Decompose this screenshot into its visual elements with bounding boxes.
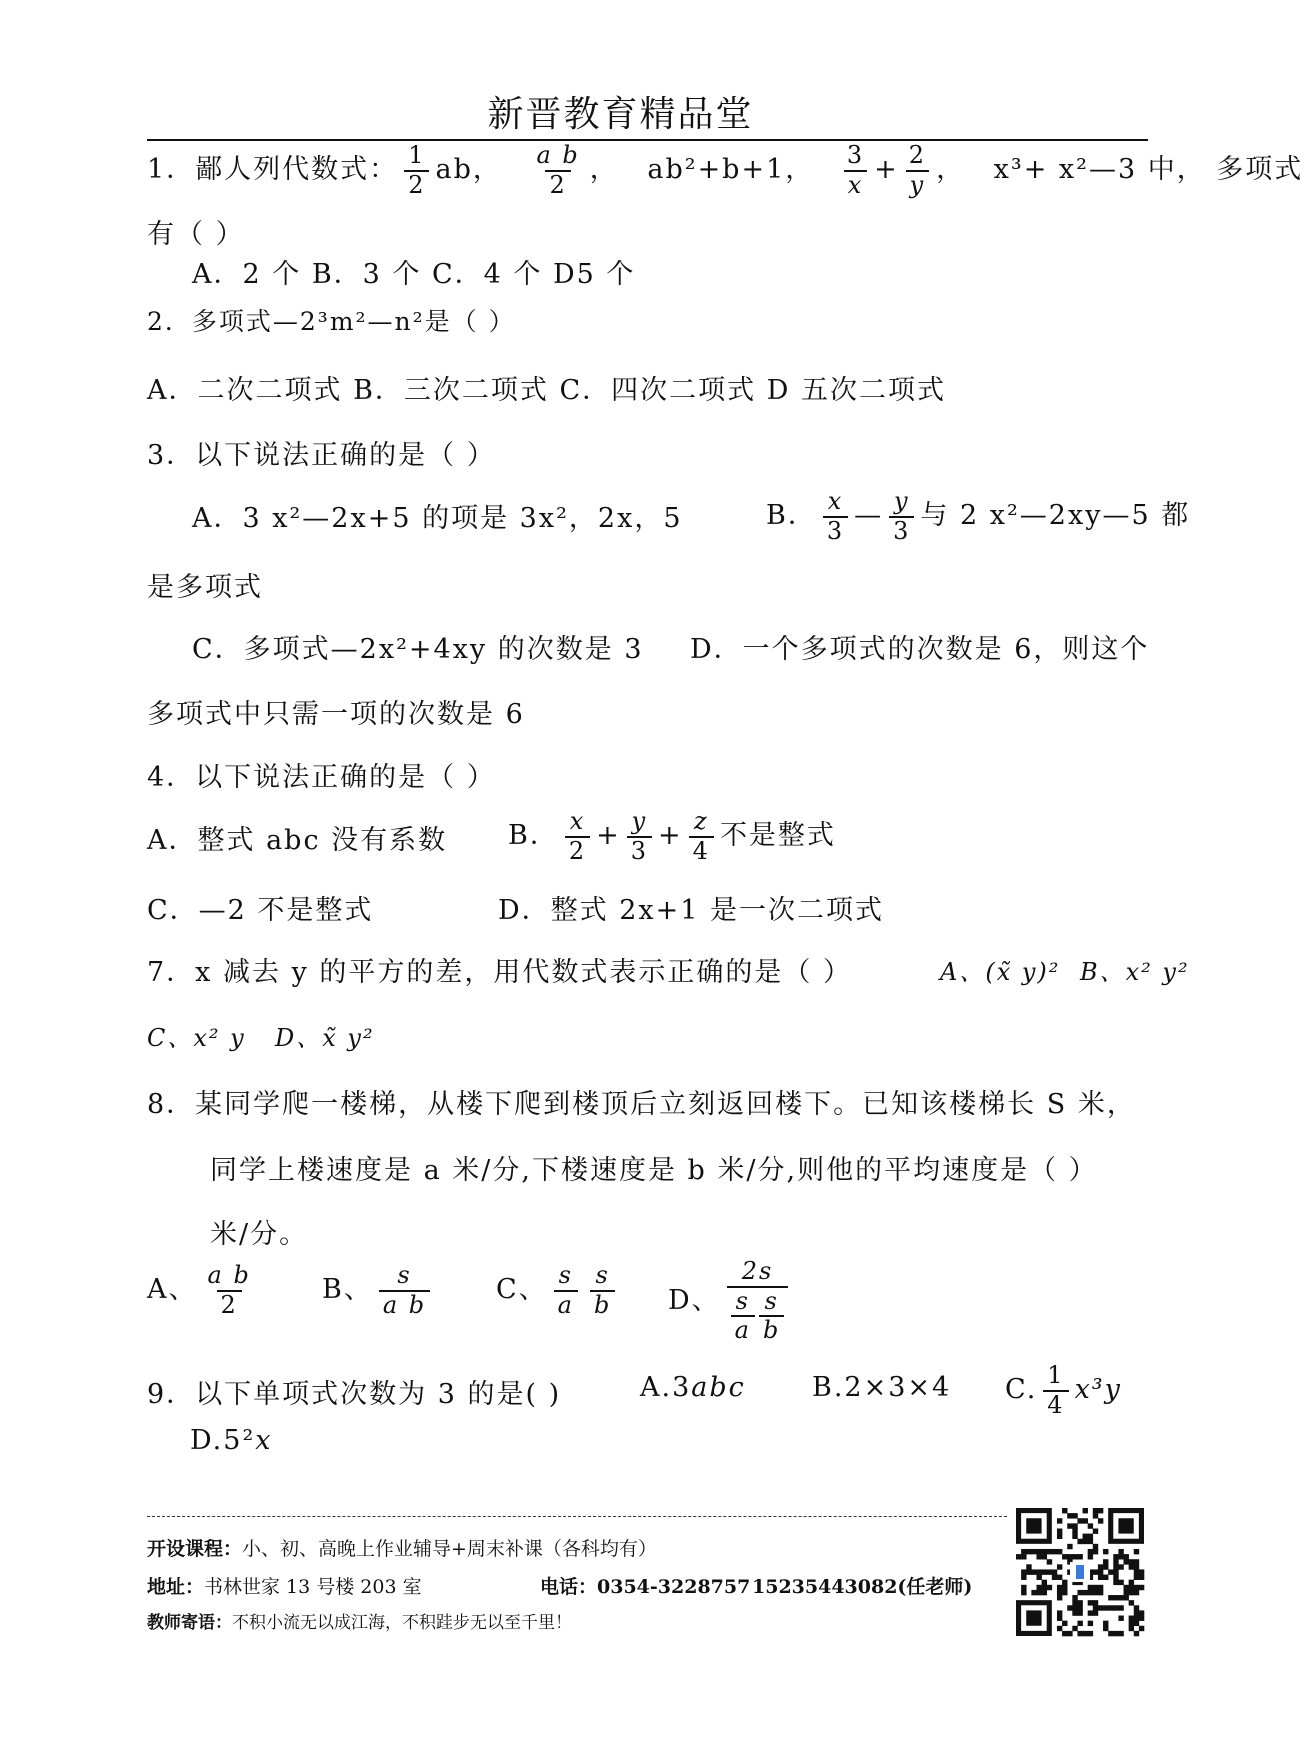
q1-term5: x³+ x²—3 中， 多项式 — [993, 154, 1303, 186]
q3-option-b: B． $\frac{x}{3}$ — $\frac{y}{3}$ 与 2 x²—2xy—5 都 — [766, 487, 1191, 545]
q4-option-a: A．整式 abc 没有系数 — [147, 825, 448, 856]
q2-options: A．二次二项式 B．三次二项式 C．四次二项式 D 五次二项式 — [147, 375, 946, 406]
q4-option-c: C．—2 不是整式 — [147, 895, 374, 926]
q9-option-b: B.2×3×4 — [812, 1372, 952, 1403]
q1-term3: ab²+b+1， — [647, 154, 815, 186]
q1-term1: ab， — [435, 154, 502, 186]
q3-option-d-line2: 多项式中只需一项的次数是 6 — [147, 699, 525, 730]
footer-mobile: 15235443082(任老师) — [752, 1576, 973, 1598]
q1-frac4: $\frac{2}{y}$ — [905, 142, 930, 199]
q4-frac-y: $\frac{y}{3}$ — [627, 808, 652, 865]
q8-line2: 同学上楼速度是 a 米/分,下楼速度是 b 米/分,则他的平均速度是（ ） — [210, 1155, 1098, 1186]
q3-option-d: D．一个多项式的次数是 6，则这个 — [690, 634, 1150, 665]
q4-stem: 4．以下说法正确的是（ ） — [147, 762, 496, 793]
q1-sep2: ， — [589, 154, 619, 186]
qr-code-icon — [1016, 1508, 1144, 1636]
q7-option-c: C、x² y — [147, 1024, 246, 1052]
q8-line1: 8．某同学爬一楼梯，从楼下爬到楼顶后立刻返回楼下。已知该楼梯长 S 米， — [147, 1089, 1136, 1120]
q7-option-d: D、x̃ y² — [275, 1024, 375, 1052]
q3-frac-y: $\frac{y}{3}$ — [889, 488, 914, 545]
q7-option-b: B、x² y² — [1080, 958, 1190, 986]
q4-option-d: D．整式 2x+1 是一次二项式 — [498, 895, 885, 926]
q8-option-c: C、 $\frac{s}{a}$ $\frac{s}{b}$ — [496, 1262, 621, 1319]
q8-option-a: A、 $\frac{\text{a b}}{2}$ — [147, 1261, 251, 1319]
q9-stem: 9．以下单项式次数为 3 的是( ) — [147, 1379, 562, 1410]
q7-option-a: A、(x̃ y)² — [940, 958, 1061, 986]
q7-stem: 7．x 减去 y 的平方的差，用代数式表示正确的是（ ） — [147, 957, 852, 988]
q1-prefix: 1．鄙人列代数式： — [147, 154, 399, 186]
q3-stem: 3．以下说法正确的是（ ） — [147, 440, 496, 471]
q4-frac-z: $\frac{z}{4}$ — [689, 808, 714, 865]
q1-frac2: $\frac{\text{a b}}{2}$ — [536, 141, 580, 199]
q1-options: A．2 个 B．3 个 C．4 个 D5 个 — [192, 259, 636, 290]
q4-option-b: B． $\frac{x}{2}$ + $\frac{y}{3}$ + $\frac{z}{4}$ 不是整式 — [508, 807, 836, 865]
footer-address: 地址：书林世家 13 号楼 203 室 — [147, 1576, 422, 1598]
q1-frac3: $\frac{3}{x}$ — [843, 142, 868, 199]
q1-frac1: $\frac{1}{2}$ — [404, 142, 429, 199]
q3-option-a: A．3 x²—2x+5 的项是 3x²，2x，5 — [192, 503, 683, 534]
q9-option-c: C. $\frac{1}{4}$ x³y — [1005, 1361, 1122, 1419]
q3-frac-x: $\frac{x}{3}$ — [823, 488, 848, 545]
q1-line1 — [147, 142, 1303, 199]
q1-sep4: ， — [936, 154, 966, 186]
footer-phone: 电话：0354-3228757 — [540, 1576, 751, 1598]
q9-option-d: D.5²x — [190, 1425, 273, 1456]
q9-option-a: A.3abc — [640, 1372, 746, 1403]
q3-option-b-line2: 是多项式 — [147, 572, 263, 603]
footer-divider — [147, 1516, 1007, 1517]
q8-line3: 米/分。 — [210, 1219, 309, 1250]
page-title: 新晋教育精品堂 — [487, 94, 754, 135]
q2-stem: 2．多项式—2³m²—n²是（ ） — [147, 307, 516, 336]
q1-plus: + — [874, 154, 899, 186]
q3-option-c: C．多项式—2x²+4xy 的次数是 3 — [192, 634, 644, 665]
q1-line2: 有（ ） — [147, 219, 245, 250]
q4-frac-x: $\frac{x}{2}$ — [565, 808, 590, 865]
footer-motto: 教师寄语：不积小流无以成江海，不积跬步无以至千里！ — [147, 1613, 572, 1633]
q8-option-b: B、 $\frac{s}{\text{a b}}$ — [322, 1262, 436, 1319]
q8-option-d: D、 2s $\frac{s}{a}$ $\frac{s}{b}$ — [668, 1258, 794, 1345]
footer-courses: 开设课程：小、初、高晚上作业辅导+周末补课（各科均有） — [147, 1538, 657, 1560]
header-divider — [147, 139, 1148, 141]
